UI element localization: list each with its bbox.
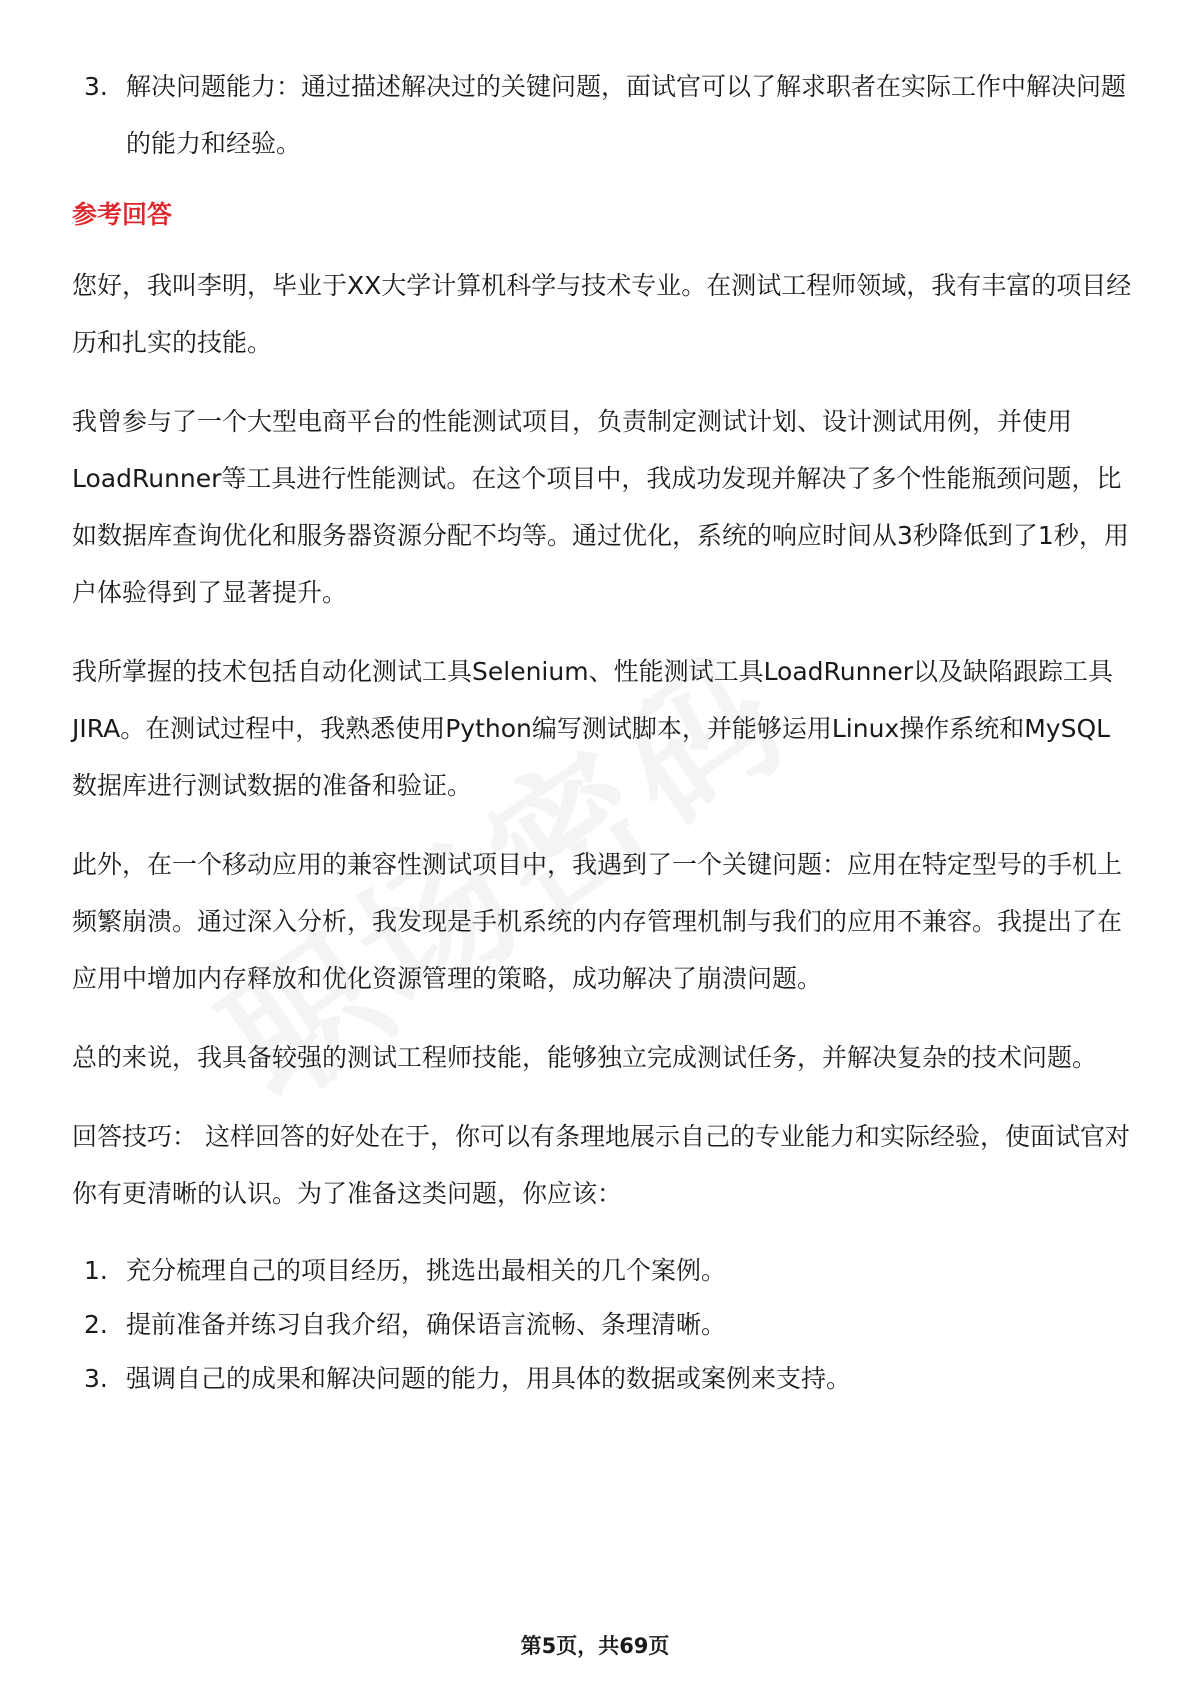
document-body xyxy=(72,58,1132,1406)
paragraph-tips-intro: 回答技巧： 这样回答的好处在于，你可以有条理地展示自己的专业能力和实际经验，使面试官对你有更清晰的认识。为了准备这类问题，你应该： xyxy=(72,1122,1130,1208)
page-footer: 第5页，共69页 xyxy=(520,1634,670,1658)
list-item-text: 解决问题能力：通过描述解决过的关键问题，面试官可以了解求职者在实际工作中解决问题的能力和经验。 xyxy=(126,72,1127,158)
list-item-text: 充分梳理自己的项目经历，挑选出最相关的几个案例。 xyxy=(126,1256,727,1285)
list-item-number: 3. xyxy=(84,72,108,101)
list-item-number: 3. xyxy=(84,1364,108,1393)
paragraph-summary: 总的来说，我具备较强的测试工程师技能，能够独立完成测试任务，并解决复杂的技术问题。 xyxy=(72,1043,1098,1072)
paragraph-project: 我曾参与了一个大型电商平台的性能测试项目，负责制定测试计划、设计测试用例，并使用LoadRunner等工具进行性能测试。在这个项目中，我成功发现并解决了多个性能瓶颈问题，比如数据库查询优化和服务器资源分配不均等。通过优化，系统的响应时间从3秒降低到了1秒，用户体验得到了显著提升。 xyxy=(72,407,1129,607)
list-item-text: 提前准备并练习自我介绍，确保语言流畅、条理清晰。 xyxy=(126,1310,727,1339)
list-item-number: 2. xyxy=(84,1310,108,1339)
paragraph-intro: 您好，我叫李明，毕业于XX大学计算机科学与技术专业。在测试工程师领域，我有丰富的项目经历和扎实的技能。 xyxy=(72,271,1132,357)
top-list xyxy=(72,58,1132,172)
list-item-text: 强调自己的成果和解决问题的能力，用具体的数据或案例来支持。 xyxy=(126,1364,852,1393)
paragraph-compatibility: 此外，在一个移动应用的兼容性测试项目中，我遇到了一个关键问题：应用在特定型号的手机上频繁崩溃。通过深入分析，我发现是手机系统的内存管理机制与我们的应用不兼容。我提出了在应用中增加内存释放和优化资源管理的策略，成功解决了崩溃问题。 xyxy=(72,850,1123,993)
section-title: 参考回答 xyxy=(72,200,173,229)
list-item xyxy=(72,1244,1132,1298)
list-item xyxy=(72,1352,1132,1406)
tips-list xyxy=(72,1244,1132,1406)
list-item xyxy=(72,58,1132,172)
list-item xyxy=(72,1298,1132,1352)
paragraph-skills: 我所掌握的技术包括自动化测试工具Selenium、性能测试工具LoadRunner以及缺陷跟踪工具JIRA。在测试过程中，我熟悉使用Python编写测试脚本，并能够运用Linux操作系统和MySQL数据库进行测试数据的准备和验证。 xyxy=(72,657,1113,800)
list-item-number: 1. xyxy=(84,1256,108,1285)
